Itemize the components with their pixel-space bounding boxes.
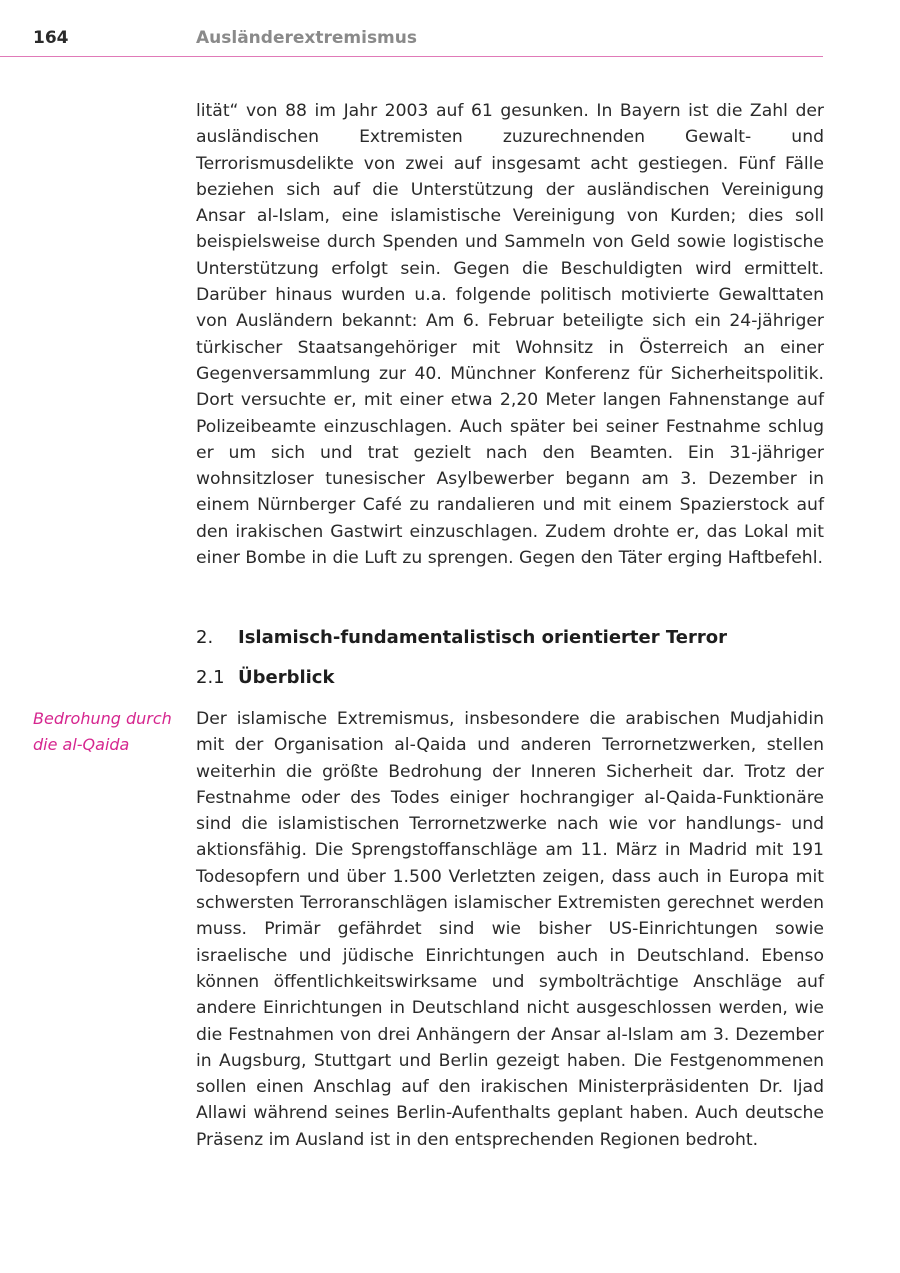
margin-note: Bedrohung durch die al-Qaida	[33, 709, 172, 755]
subsection-number: 2.1	[196, 667, 225, 688]
body-paragraph-overview: Der islamische Extremismus, insbesondere die arabischen Mudjahidin mit der Organisation al-Qaida und anderen Terrornetzwerken, stellen weiterhin die größte Bedrohung der Inneren Sicherheit dar. Trotz der Festnahme oder des Todes einiger hochrangiger al-Qaida-Funktionäre sind die islamistischen Terrornetzwerke nach wie vor handlungs- und aktionsfähig. Die Sprengstoffanschläge am 11. März in Madrid mit 191 Todesopfern und über 1.500 Verletzten zeigen, dass auch in Europa mit schwersten Terroranschlägen islamischer Extremisten gerechnet werden muss. Primär gefährdet sind wie bisher US-Einrichtungen sowie israelische und jüdische Einrichtungen auch in Deutschland. Ebenso können öffentlichkeitswirksame und symbolträchtige Anschläge auf andere Einrichtungen in Deutschland nicht ausgeschlossen werden, wie die Festnahmen von drei Anhängern der Ansar al-Islam am 3. Dezember in Augsburg, Stuttgart und Berlin gezeigt haben. Die Festgenommenen sollen einen Anschlag auf den irakischen Ministerpräsidenten Dr. Ijad Allawi während seines Berlin-Aufenthalts geplant haben. Auch deutsche Präsenz im Ausland ist in den entsprechenden Regionen bedroht.	[196, 709, 824, 1150]
running-title: Ausländerextremismus	[196, 28, 417, 48]
body-paragraph-continued: lität“ von 88 im Jahr 2003 auf 61 gesunken. In Bayern ist die Zahl der ausländischen Extremisten zuzurechnenden Gewalt- und Terrorismusdelikte von zwei auf insgesamt acht gestiegen. Fünf Fälle beziehen sich auf die Unterstützung der ausländischen Vereinigung Ansar al-Islam, eine islamistische Vereinigung von Kurden; dies soll beispielsweise durch Spenden und Sammeln von Geld sowie logistische Unterstützung erfolgt sein. Gegen die Beschuldigten wird ermittelt. Darüber hinaus wurden u.a. folgende politisch motivierte Gewalttaten von Ausländern bekannt: Am 6. Februar beteiligte sich ein 24-jähriger türkischer Staatsangehöriger mit Wohnsitz in Österreich an einer Gegenversammlung zur 40. Münchner Konferenz für Sicherheitspolitik. Dort versuchte er, mit einer etwa 2,20 Meter langen Fahnenstange auf Polizeibeamte einzuschlagen. Auch später bei seiner Festnahme schlug er um sich und trat gezielt nach den Beamten. Ein 31-jähriger wohnsitzloser tunesischer Asylbewerber begann am 3. Dezember in einem Nürnberger Café zu randalieren und mit einem Spazierstock auf den irakischen Gastwirt einzuschlagen. Zudem drohte er, das Lokal mit einer Bombe in die Luft zu sprengen. Gegen den Täter erging Haftbefehl.	[196, 101, 824, 569]
page-number: 164	[33, 28, 69, 48]
section-title: Islamisch-fundamentalistisch orientierter Terror	[238, 627, 727, 648]
section-number: 2.	[196, 627, 214, 648]
section-heading-2	[196, 625, 727, 651]
header-rule	[0, 56, 823, 57]
section-heading-2-1	[196, 665, 334, 691]
subsection-title: Überblick	[238, 667, 335, 688]
